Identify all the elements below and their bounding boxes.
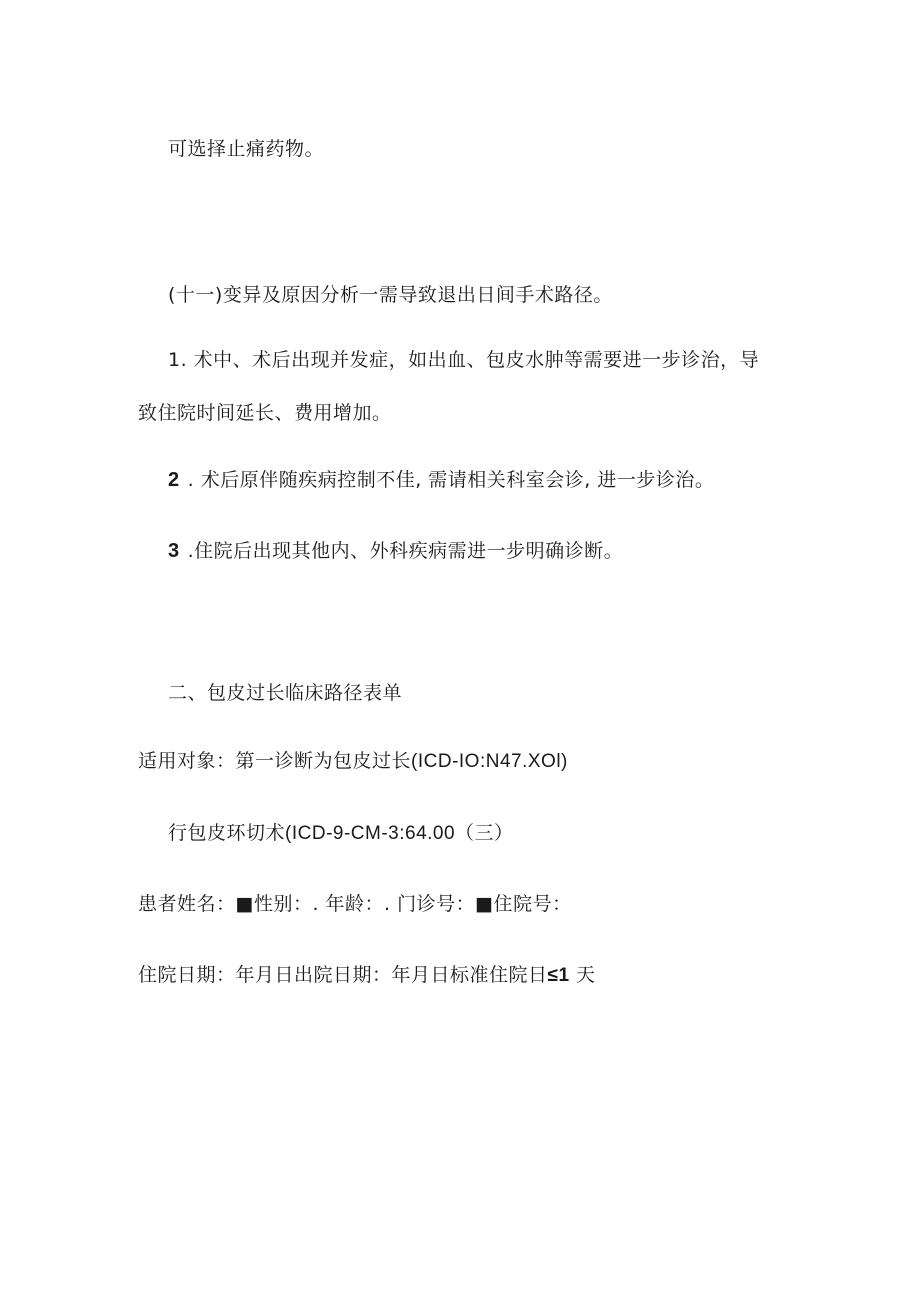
list-item-3-text: .住院后出现其他内、外科疾病需进一步明确诊断。 [187,540,624,562]
standard-stay-unit: 天 [569,964,596,986]
list-item-2-text: . 术后原伴随疾病控制不佳, 需请相关科室会诊, 进一步诊治。 [187,469,715,491]
standard-stay-value: ≤1 [547,965,570,986]
list-item-3 [168,538,623,564]
procedure-label: 行包皮环切术 [168,822,286,844]
list-item-3-number: 3 [168,540,180,562]
list-item-1-line-2: 致住院时间延长、费用增加。 [138,402,392,424]
procedure-code: (ICD-9-CM-3:64.00（三） [285,823,514,844]
procedure-line [168,820,514,847]
paragraph-analgesics: 可选择止痛药物。 [168,138,325,160]
list-item-2 [168,467,714,493]
admission-dates-line [138,962,596,989]
list-item-2-number: 2 [168,469,180,491]
diagnosis-code: (ICD-IO:N47.XOl) [411,751,568,772]
applies-to-label: 适用对象：第一诊断为包皮过长 [138,750,412,772]
applies-to-line [138,748,568,775]
admission-dates-label: 住院日期：年月日出院日期：年月日标准住院日 [138,964,548,986]
list-item-1-line-1: 1. 术中、术后出现并发症，如出血、包皮水肿等需要进一步诊治，导 [168,349,760,371]
section-variation-heading: (十一)变异及原因分析一需导致退出日间手术路径。 [168,284,613,306]
patient-info-line: 患者姓名：■性别：. 年龄：. 门诊号：■住院号： [138,893,572,915]
section-two-heading: 二、包皮过长临床路径表单 [168,682,403,704]
